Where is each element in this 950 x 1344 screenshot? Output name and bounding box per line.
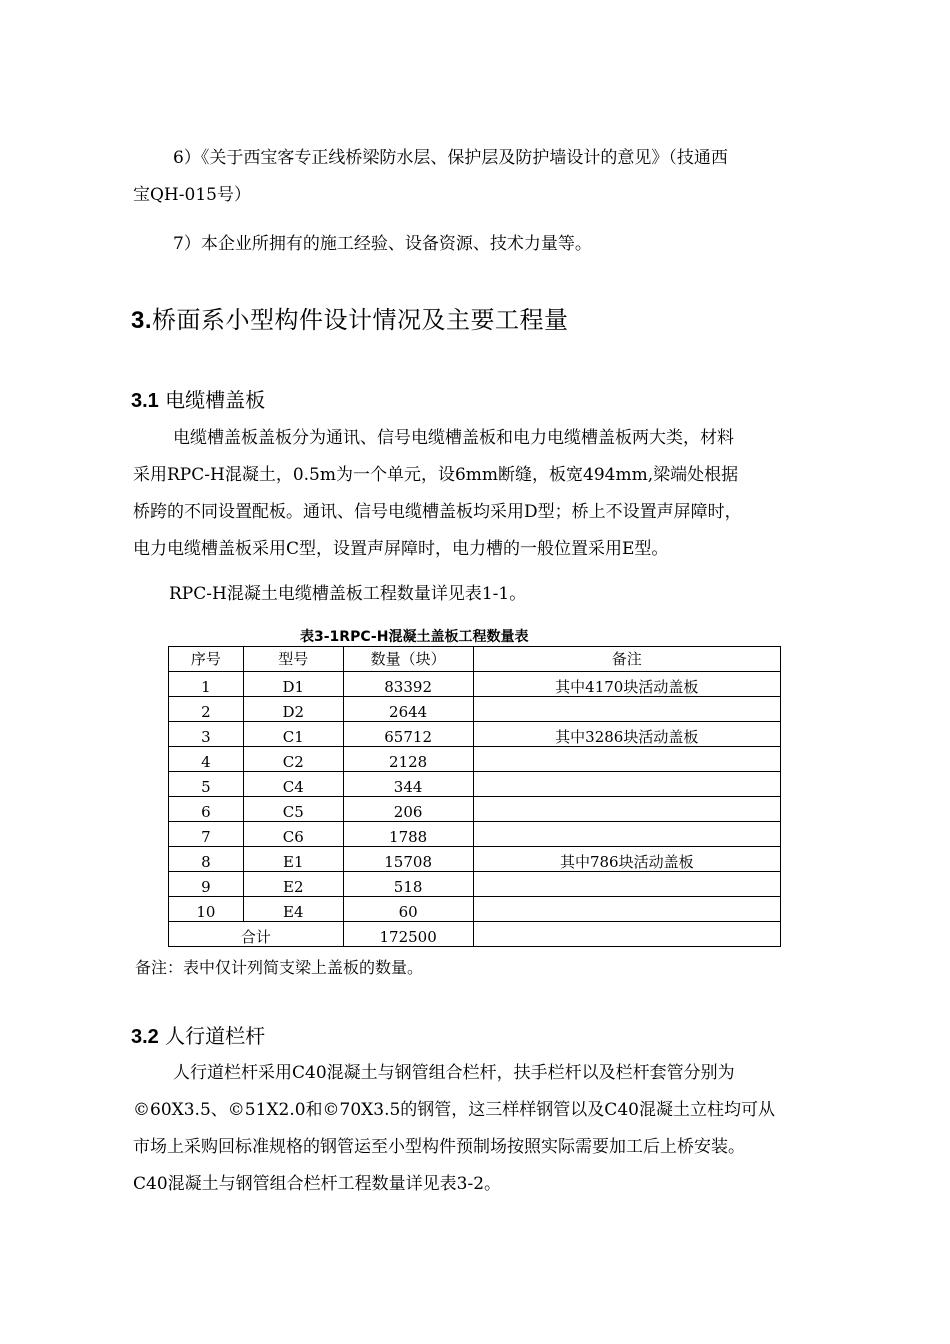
header-remark: 备注 xyxy=(473,647,780,672)
table-total-row xyxy=(169,922,781,947)
cell-quantity: 1788 xyxy=(343,822,473,847)
railing-para-line-2: ©60X3.5、©51X2.0和©70X3.5的钢管，这三样样钢管以及C40混凝土立柱均可从 xyxy=(133,1100,775,1120)
cable-cover-para-line-4: 电力电缆槽盖板采用C型，设置声屏障时，电力槽的一般位置采用E型。 xyxy=(133,539,669,559)
table-row xyxy=(169,672,781,697)
section-3-heading xyxy=(131,300,569,335)
header-quantity: 数量（块） xyxy=(343,647,473,672)
railing-para-line-4: C40混凝土与钢管组合栏杆工程数量详见表3-2。 xyxy=(133,1174,502,1194)
table-row xyxy=(169,822,781,847)
table-header-row xyxy=(169,647,781,672)
section-3-2-number: 3.2 xyxy=(131,1026,159,1048)
table-caption: 表3-1RPC-H混凝土盖板工程数量表 xyxy=(300,629,529,645)
cell-model: C4 xyxy=(243,772,343,797)
cable-cover-para-line-2: 采用RPC-H混凝土，0.5m为一个单元，设6mm断缝，板宽494mm,梁端处根据 xyxy=(133,465,739,485)
table-row xyxy=(169,772,781,797)
cell-model: C6 xyxy=(243,822,343,847)
quantity-table xyxy=(168,646,781,947)
header-index: 序号 xyxy=(169,647,244,672)
table-row xyxy=(169,722,781,747)
cable-cover-para-line-3: 桥跨的不同设置配板。通讯、信号电缆槽盖板均采用D型；桥上不设置声屏障时， xyxy=(133,502,742,522)
reference-item-7: 7）本企业所拥有的施工经验、设备资源、技术力量等。 xyxy=(173,234,592,254)
cell-remark: 其中3286块活动盖板 xyxy=(473,722,780,747)
cell-index: 5 xyxy=(169,772,244,797)
total-remark xyxy=(473,922,780,947)
table-row xyxy=(169,797,781,822)
cell-quantity: 60 xyxy=(343,897,473,922)
header-model: 型号 xyxy=(243,647,343,672)
section-3-title: 桥面系小型构件设计情况及主要工程量 xyxy=(152,306,569,334)
cell-remark xyxy=(473,897,780,922)
railing-para-line-3: 市场上采购回标准规格的钢管运至小型构件预制场按照实际需要加工后上桥安装。 xyxy=(133,1137,745,1157)
cell-index: 4 xyxy=(169,747,244,772)
cell-remark xyxy=(473,772,780,797)
cell-quantity: 2128 xyxy=(343,747,473,772)
cell-quantity: 65712 xyxy=(343,722,473,747)
table-row xyxy=(169,897,781,922)
railing-para-line-1: 人行道栏杆采用C40混凝土与钢管组合栏杆，扶手栏杆以及栏杆套管分别为 xyxy=(173,1063,735,1083)
cell-model: D2 xyxy=(243,697,343,722)
table-note: 备注：表中仅计列简支梁上盖板的数量。 xyxy=(135,958,424,977)
cell-index: 7 xyxy=(169,822,244,847)
cell-remark xyxy=(473,697,780,722)
cell-quantity: 15708 xyxy=(343,847,473,872)
total-value: 172500 xyxy=(343,922,473,947)
cell-index: 8 xyxy=(169,847,244,872)
cell-quantity: 344 xyxy=(343,772,473,797)
cell-quantity: 518 xyxy=(343,872,473,897)
section-3-1-heading xyxy=(131,384,265,413)
cell-remark xyxy=(473,797,780,822)
table-row xyxy=(169,872,781,897)
table-row xyxy=(169,697,781,722)
cell-index: 1 xyxy=(169,672,244,697)
cell-index: 9 xyxy=(169,872,244,897)
cell-index: 3 xyxy=(169,722,244,747)
cable-cover-table-reference: RPC-H混凝土电缆槽盖板工程数量详见表1-1。 xyxy=(169,584,527,604)
cell-model: C5 xyxy=(243,797,343,822)
cable-cover-para-line-1: 电缆槽盖板盖板分为通讯、信号电缆槽盖板和电力电缆槽盖板两大类，材料 xyxy=(173,428,734,448)
section-3-2-heading xyxy=(131,1020,265,1049)
cell-quantity: 206 xyxy=(343,797,473,822)
cell-remark xyxy=(473,872,780,897)
cell-model: D1 xyxy=(243,672,343,697)
section-3-number: 3. xyxy=(131,307,153,334)
cell-quantity: 83392 xyxy=(343,672,473,697)
total-label: 合计 xyxy=(169,922,344,947)
section-3-1-title: 电缆槽盖板 xyxy=(165,388,266,412)
cell-index: 10 xyxy=(169,897,244,922)
table-row xyxy=(169,847,781,872)
cell-model: E4 xyxy=(243,897,343,922)
cell-model: E2 xyxy=(243,872,343,897)
cell-model: E1 xyxy=(243,847,343,872)
cell-model: C1 xyxy=(243,722,343,747)
cell-quantity: 2644 xyxy=(343,697,473,722)
cell-remark: 其中786块活动盖板 xyxy=(473,847,780,872)
cell-remark xyxy=(473,747,780,772)
reference-item-6-line-1: 6）《关于西宝客专正线桥梁防水层、保护层及防护墙设计的意见》（技通西 xyxy=(173,148,728,168)
cell-remark: 其中4170块活动盖板 xyxy=(473,672,780,697)
cell-remark xyxy=(473,822,780,847)
cell-model: C2 xyxy=(243,747,343,772)
section-3-2-title: 人行道栏杆 xyxy=(165,1024,266,1048)
section-3-1-number: 3.1 xyxy=(131,390,159,412)
table-row xyxy=(169,747,781,772)
cell-index: 2 xyxy=(169,697,244,722)
reference-item-6-line-2: 宝QH-015号） xyxy=(133,185,251,205)
cell-index: 6 xyxy=(169,797,244,822)
